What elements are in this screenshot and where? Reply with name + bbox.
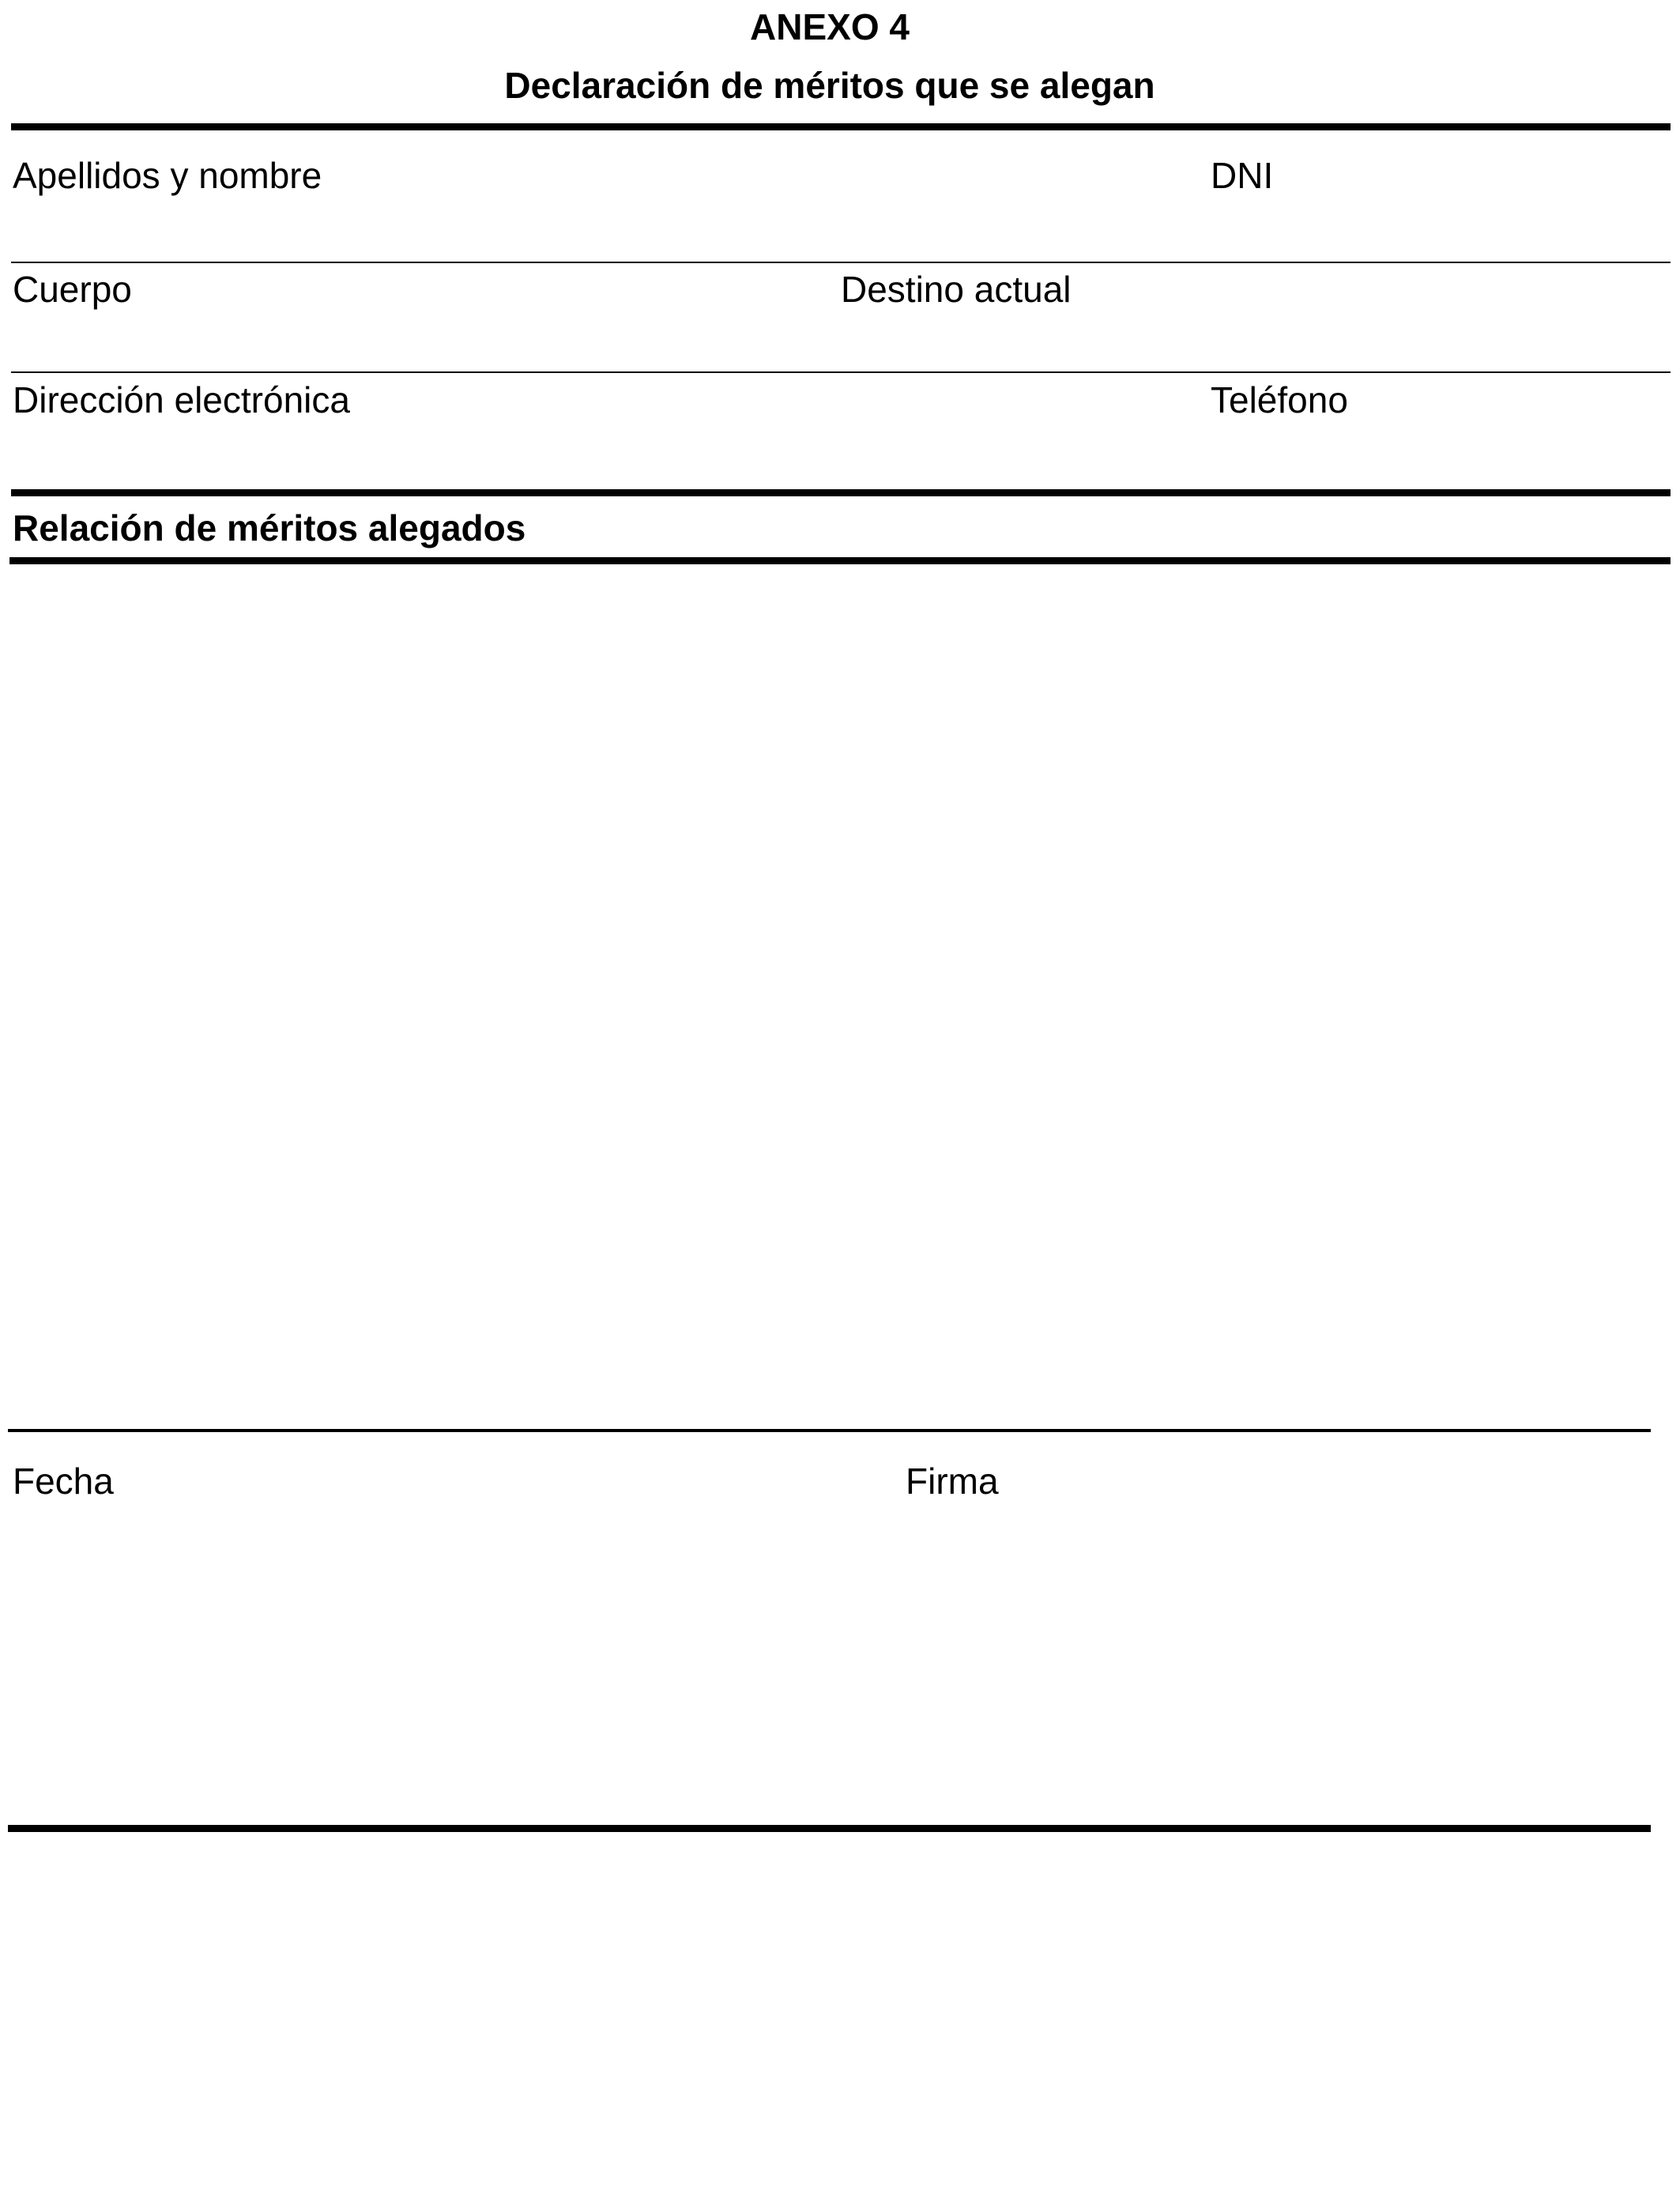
footer-divider	[8, 1429, 1651, 1432]
bottom-divider	[8, 1825, 1651, 1832]
merits-writing-area[interactable]	[9, 566, 1669, 1426]
signature-field-label: Firma	[906, 1461, 999, 1502]
date-field-label: Fecha	[13, 1461, 114, 1502]
phone-field-label: Teléfono	[1211, 379, 1348, 420]
body-field-label: Cuerpo	[13, 269, 132, 310]
merits-section-heading: Relación de méritos alegados	[13, 507, 526, 548]
row-divider	[11, 262, 1671, 263]
document-title: Declaración de méritos que se alegan	[504, 65, 1155, 106]
dni-field-label: DNI	[1211, 155, 1274, 196]
name-field-label: Apellidos y nombre	[13, 155, 322, 196]
email-field-label: Dirección electrónica	[13, 379, 350, 420]
section-divider	[9, 557, 1671, 564]
annex-number: ANEXO 4	[750, 6, 910, 47]
section-divider	[11, 489, 1671, 496]
destination-field-label: Destino actual	[841, 269, 1072, 310]
row-divider	[11, 371, 1671, 373]
header-divider	[11, 123, 1671, 130]
